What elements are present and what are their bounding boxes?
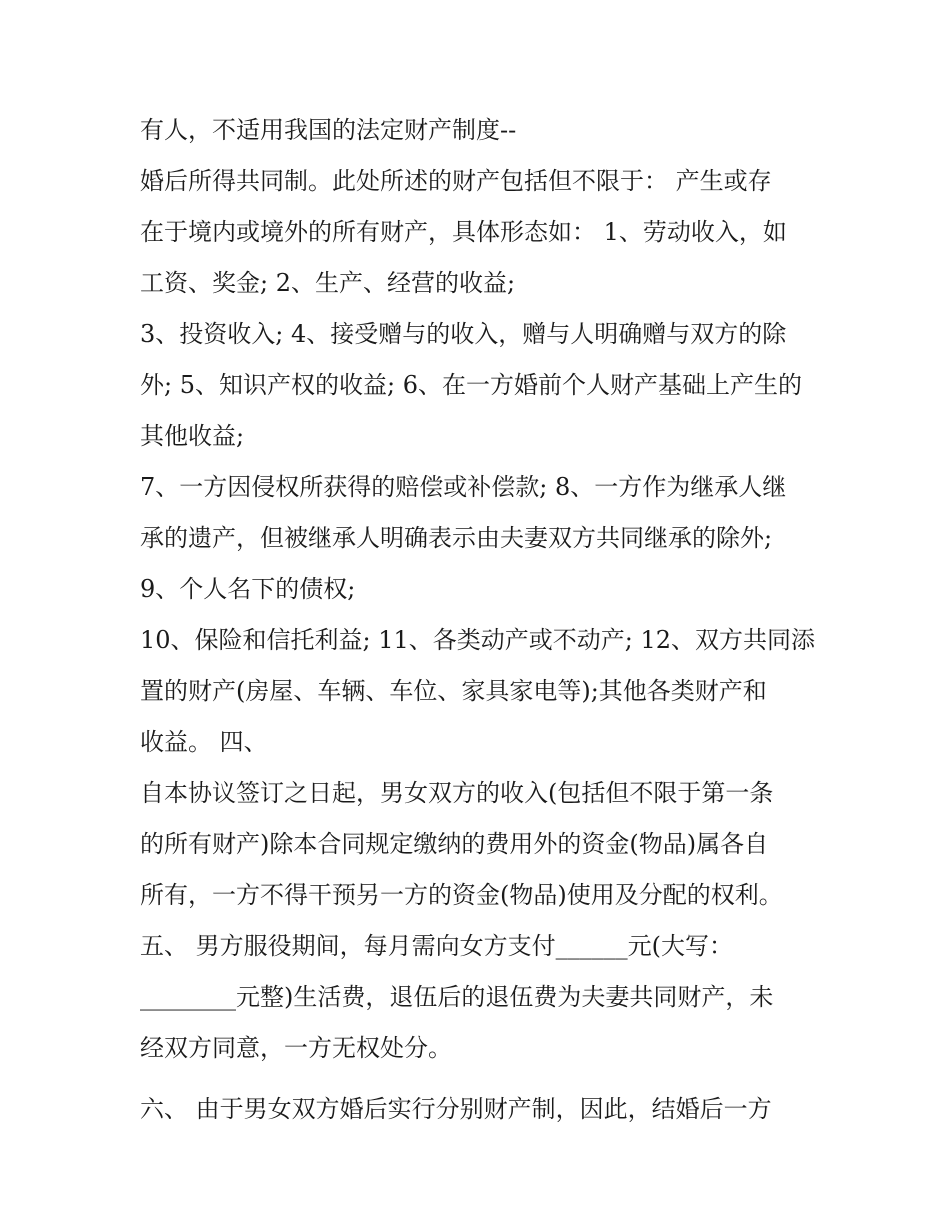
text-line: 在于境内或境外的所有财产，具体形态如： 1、劳动收入，如 xyxy=(140,218,787,246)
text-line: 自本协议签订之日起，男女双方的收入(包括但不限于第一条 xyxy=(140,779,774,807)
text-line: 婚后所得共同制。此处所述的财产包括但不限于： 产生或存 xyxy=(140,167,772,195)
text-line: 9、个人名下的债权; xyxy=(140,575,356,603)
text-line: 置的财产(房屋、车辆、车位、家具家电等);其他各类财产和 xyxy=(140,677,767,705)
text-line: 经双方同意，一方无权处分。 xyxy=(140,1034,452,1062)
text-line: 工资、奖金; 2、生产、经营的收益; xyxy=(140,269,516,297)
text-line: ________元整)生活费，退伍后的退伍费为夫妻共同财产，未 xyxy=(140,983,774,1011)
text-line: 3、投资收入; 4、接受赠与的收入，赠与人明确赠与双方的除 xyxy=(140,320,787,348)
text-line: 7、一方因侵权所获得的赔偿或补偿款; 8、一方作为继承人继 xyxy=(140,473,787,501)
text-line: 的所有财产)除本合同规定缴纳的费用外的资金(物品)属各自 xyxy=(140,830,769,858)
text-line: 所有，一方不得干预另一方的资金(物品)使用及分配的权利。 xyxy=(140,881,783,909)
text-line: 承的遗产，但被继承人明确表示由夫妻双方共同继承的除外; xyxy=(140,524,773,552)
text-line: 六、 由于男女双方婚后实行分别财产制，因此，结婚后一方 xyxy=(140,1095,772,1123)
text-line: 五、 男方服役期间，每月需向女方支付______元(大写： xyxy=(140,932,733,960)
paragraph-gap xyxy=(140,1074,830,1084)
text-line: 其他收益; xyxy=(140,422,245,450)
text-line: 外; 5、知识产权的收益; 6、在一方婚前个人财产基础上产生的 xyxy=(140,371,802,399)
text-line: 10、保险和信托利益; 11、各类动产或不动产; 12、双方共同添 xyxy=(140,626,816,654)
document-body xyxy=(140,105,830,1135)
text-line: 有人，不适用我国的法定财产制度-- xyxy=(140,116,517,144)
text-line: 收益。 四、 xyxy=(140,728,268,756)
